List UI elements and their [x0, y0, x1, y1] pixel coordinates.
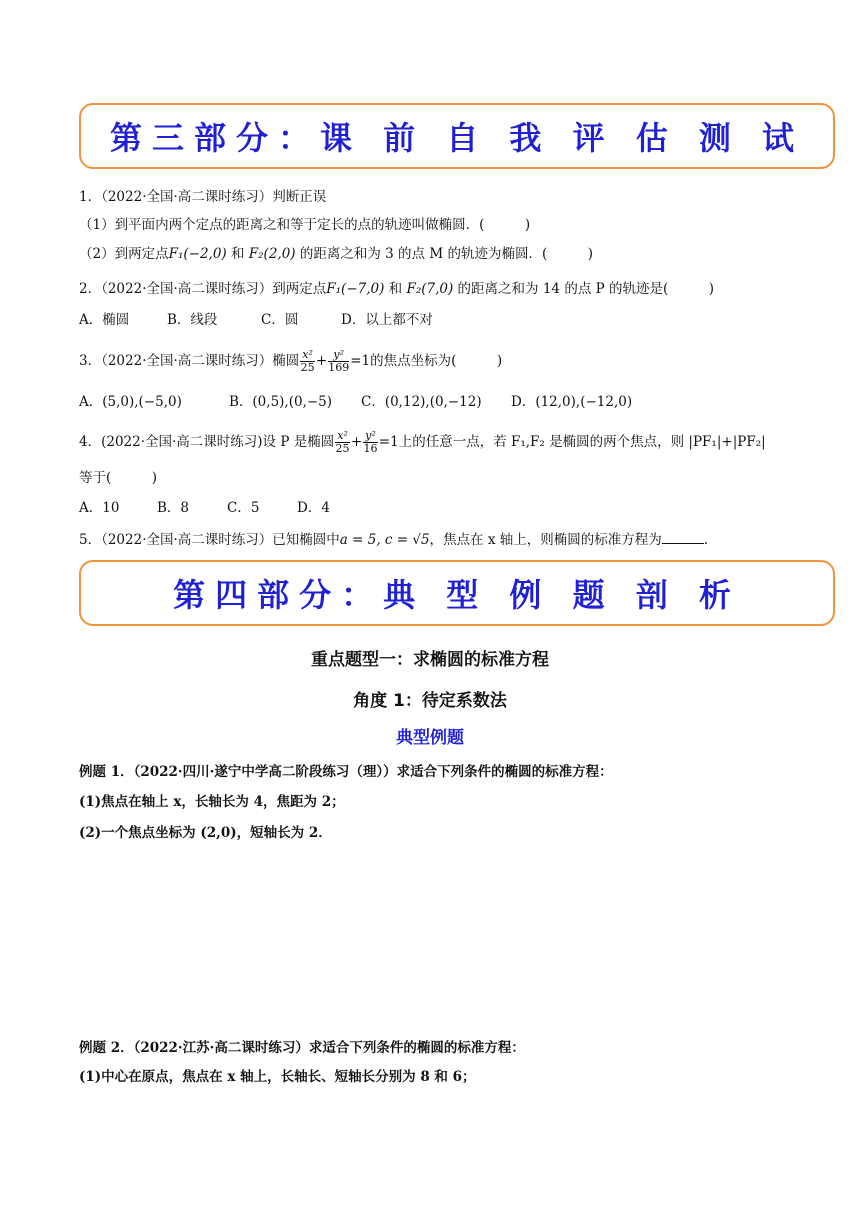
- q2-and: 和: [384, 281, 407, 297]
- example-1-item-1: (1)焦点在轴上 x，长轴长为 4，焦距为 2；: [79, 794, 345, 810]
- q2-option-c: C．圆: [261, 312, 299, 328]
- q4-option-d: D．4: [297, 500, 330, 516]
- question-3-options: [79, 392, 632, 412]
- question-2-options: [79, 310, 433, 330]
- q2-stem-pre: 2．（2022·全国·高二课时练习）到两定点: [79, 281, 327, 297]
- q4-num-2: y²: [365, 429, 376, 442]
- q2-option-a: A．椭圆: [79, 312, 130, 328]
- q4-option-c: C．5: [227, 500, 260, 516]
- example-2-stem: 例题 2．（2022·江苏·高二课时练习）求适合下列条件的椭圆的标准方程：: [79, 1040, 525, 1056]
- type-1-heading: 重点题型一：求椭圆的标准方程: [311, 650, 549, 670]
- q3-stem-post: =1的焦点坐标为( ): [350, 353, 503, 369]
- q4-den-2: 16: [363, 442, 378, 455]
- q5-stem-post: ，焦点在 x 轴上，则椭圆的标准方程为: [429, 532, 662, 548]
- q5-math: a = 5, c = √5: [339, 532, 430, 548]
- q4-den-1: 25: [335, 442, 350, 455]
- q4-option-b: B．8: [157, 500, 190, 516]
- q5-answer-blank: [662, 530, 704, 544]
- q2-option-d: D．以上都不对: [341, 312, 433, 328]
- q3-stem-pre: 3．（2022·全国·高二课时练习）椭圆: [79, 353, 300, 369]
- q3-den-2: 169: [328, 361, 350, 374]
- q2-option-b: B．线段: [167, 312, 218, 328]
- q4-stem-post: =1上的任意一点，若 F₁,F₂ 是椭圆的两个焦点，则 |PF₁|+|PF₂|: [378, 434, 766, 450]
- section-3-title: 第三部分：课 前 自 我 评 估 测 试: [110, 119, 804, 157]
- question-5-stem: [79, 530, 708, 550]
- q3-option-b: B．(0,5),(0,−5): [229, 394, 333, 410]
- section-4-banner: [79, 560, 835, 626]
- question-1-item-2: [79, 244, 593, 264]
- q5-end: .: [703, 532, 709, 548]
- q1-and: 和: [226, 246, 249, 262]
- q3-option-c: C．(0,12),(0,−12): [361, 394, 482, 410]
- q5-stem-pre: 5．（2022·全国·高二课时练习）已知椭圆中: [79, 532, 340, 548]
- example-2-item-1: (1)中心在原点，焦点在 x 轴上，长轴长、短轴长分别为 8 和 6；: [79, 1069, 476, 1085]
- angle-1-heading: 角度 1：待定系数法: [353, 691, 507, 711]
- q2-f1: F₁(−7,0): [326, 281, 385, 297]
- q1-f2: F₂(2,0): [248, 246, 296, 262]
- q4-fraction-2: [363, 430, 378, 455]
- q3-num-2: y²: [328, 349, 349, 362]
- question-4-options: [79, 498, 330, 518]
- question-2-stem: [79, 279, 714, 299]
- q1-item2-pre: （2）到两定点: [79, 246, 169, 262]
- question-1-item-1: （1）到平面内两个定点的距离之和等于定长的点的轨迹叫做椭圆．( ): [79, 217, 531, 233]
- q2-stem-post: 的距离之和为 14 的点 P 的轨迹是( ): [453, 281, 715, 297]
- q1-item2-post: 的距离之和为 3 的点 M 的轨迹为椭圆．( ): [295, 246, 593, 262]
- q4-num-1: x²: [337, 429, 348, 442]
- example-1-item-2: (2)一个焦点坐标为 (2,0)，短轴长为 2．: [79, 825, 332, 841]
- question-4-stem-cont: 等于( ): [79, 470, 158, 486]
- q3-num-1: x²: [302, 348, 313, 361]
- q3-option-a: A．(5,0),(−5,0): [79, 394, 182, 410]
- q3-den-1: 25: [300, 361, 315, 374]
- question-4-stem: 4．(2022·全国·高二课时练习)设 P 是椭圆 $\frac{\text{x²}}{25}$ + $\frac{\text{y²}}{16}$ =1上的任意一点，若 F₁,F₂ 是椭圆的两个焦点，则 |PF₁|+|PF₂|: [79, 429, 766, 455]
- q4-option-a: A．10: [79, 500, 120, 516]
- question-1-stem: 1．（2022·全国·高二课时练习）判断正误: [79, 189, 327, 205]
- question-3-stem: 3．（2022·全国·高二课时练习）椭圆 $\frac{\text{x²}}{25}$ + $\frac{\text{y²}}{169}$ =1的焦点坐标为( ): [79, 348, 503, 374]
- q3-fraction-1: [300, 349, 315, 374]
- q3-fraction-2: [328, 349, 349, 374]
- q3-option-d: D．(12,0),(−12,0): [511, 394, 633, 410]
- example-1-stem: 例题 1．（2022·四川·遂宁中学高二阶段练习（理））求适合下列条件的椭圆的标准方程：: [79, 764, 613, 780]
- section-4-title: 第四部分：典 型 例 题 剖 析: [173, 576, 741, 614]
- q1-f1: F₁(−2,0): [168, 246, 227, 262]
- q4-stem-pre: 4．(2022·全国·高二课时练习)设 P 是椭圆: [79, 434, 335, 450]
- q2-f2: F₂(7,0): [406, 281, 454, 297]
- typical-examples-heading: 典型例题: [396, 728, 464, 748]
- q4-fraction-1: [335, 430, 350, 455]
- section-3-banner: [79, 103, 835, 169]
